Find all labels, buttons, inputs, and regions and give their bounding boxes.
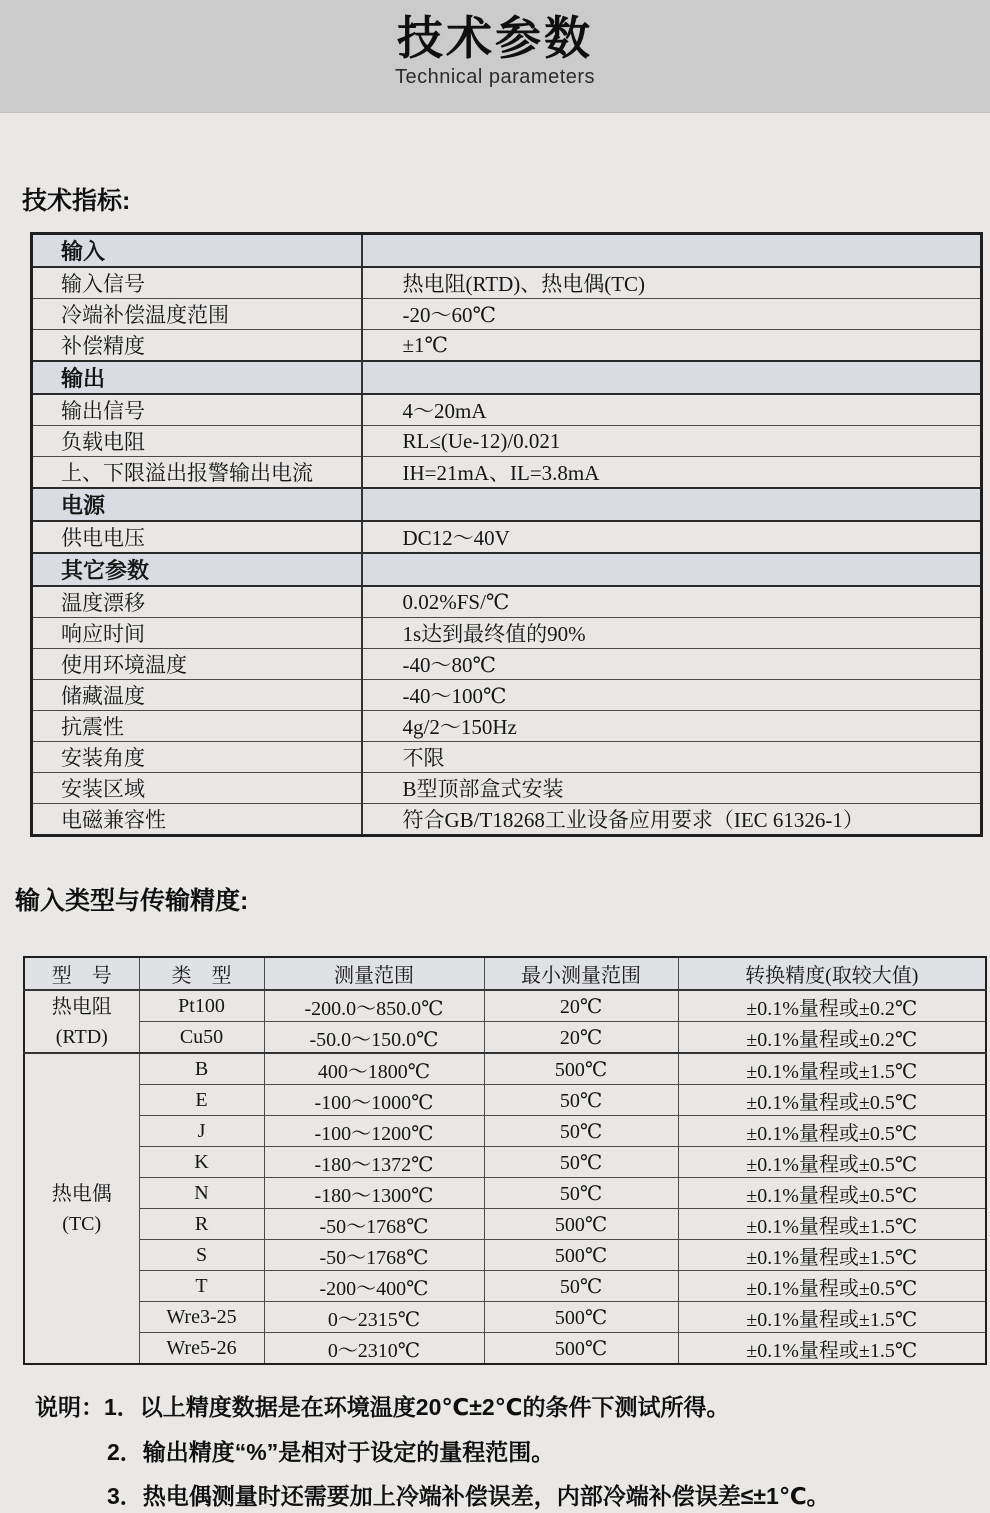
spec-row bbox=[32, 586, 982, 618]
spec-row bbox=[32, 773, 982, 804]
spec-row bbox=[32, 618, 982, 649]
accuracy-row bbox=[24, 1333, 986, 1365]
note-item-3 bbox=[35, 1481, 990, 1513]
model-cell-tc bbox=[24, 1053, 139, 1364]
spec-label: 输入信号 bbox=[32, 267, 362, 299]
col-header-model: 型 号 bbox=[24, 957, 139, 990]
model-tc-line1: 热电偶 bbox=[51, 1182, 112, 1205]
min-range-cell: 50℃ bbox=[484, 1271, 678, 1302]
accuracy-row bbox=[24, 990, 986, 1022]
accuracy-cell: ±0.1%量程或±1.5℃ bbox=[678, 1302, 986, 1333]
spec-row bbox=[32, 521, 982, 553]
spec-label: 电磁兼容性 bbox=[32, 804, 362, 836]
min-range-cell: 500℃ bbox=[484, 1240, 678, 1271]
accuracy-cell: ±0.1%量程或±1.5℃ bbox=[678, 1053, 986, 1085]
spec-label: 补偿精度 bbox=[32, 330, 362, 362]
min-range-cell: 50℃ bbox=[484, 1116, 678, 1147]
accuracy-row bbox=[24, 1178, 986, 1209]
accuracy-row bbox=[24, 1302, 986, 1333]
min-range-cell: 500℃ bbox=[484, 1333, 678, 1365]
spec-row bbox=[32, 742, 982, 773]
type-cell: T bbox=[139, 1271, 264, 1302]
spec-row bbox=[32, 299, 982, 330]
spec-label: 抗震性 bbox=[32, 711, 362, 742]
spec-value bbox=[362, 361, 982, 394]
spec-value: -40～80℃ bbox=[362, 649, 982, 680]
note-text: 2．输出精度“%”是相对于设定的量程范围。 bbox=[107, 1438, 555, 1465]
range-cell: -200～400℃ bbox=[264, 1271, 484, 1302]
accuracy-cell: ±0.1%量程或±0.2℃ bbox=[678, 1022, 986, 1054]
spec-section-row bbox=[32, 488, 982, 521]
accuracy-cell: ±0.1%量程或±1.5℃ bbox=[678, 1240, 986, 1271]
page-title: 技术参数 bbox=[397, 12, 593, 64]
spec-value: 1s达到最终值的90% bbox=[362, 618, 982, 649]
spec-row bbox=[32, 649, 982, 680]
range-cell: -180～1300℃ bbox=[264, 1178, 484, 1209]
accuracy-row bbox=[24, 1053, 986, 1085]
spec-value: 4g/2～150Hz bbox=[362, 711, 982, 742]
spec-value: 4～20mA bbox=[362, 394, 982, 426]
spec-label: 冷端补偿温度范围 bbox=[32, 299, 362, 330]
min-range-cell: 500℃ bbox=[484, 1053, 678, 1085]
accuracy-cell: ±0.1%量程或±0.5℃ bbox=[678, 1085, 986, 1116]
range-cell: -50.0～150.0℃ bbox=[264, 1022, 484, 1054]
range-cell: -100～1200℃ bbox=[264, 1116, 484, 1147]
spec-section-label: 电源 bbox=[32, 488, 362, 521]
spec-section-label: 输出 bbox=[32, 361, 362, 394]
spec-label: 供电电压 bbox=[32, 521, 362, 553]
type-cell: E bbox=[139, 1085, 264, 1116]
spec-section-label: 输入 bbox=[32, 234, 362, 268]
spec-value: 符合GB/T18268工业设备应用要求（IEC 61326-1） bbox=[362, 804, 982, 836]
spec-label: 温度漂移 bbox=[32, 586, 362, 618]
accuracy-row bbox=[24, 1116, 986, 1147]
min-range-cell: 500℃ bbox=[484, 1302, 678, 1333]
note-item-2 bbox=[35, 1437, 990, 1469]
accuracy-cell: ±0.1%量程或±1.5℃ bbox=[678, 1333, 986, 1365]
spec-value bbox=[362, 234, 982, 268]
min-range-cell: 20℃ bbox=[484, 1022, 678, 1054]
accuracy-cell: ±0.1%量程或±0.2℃ bbox=[678, 990, 986, 1022]
range-cell: -200.0～850.0℃ bbox=[264, 990, 484, 1022]
accuracy-cell: ±0.1%量程或±0.5℃ bbox=[678, 1271, 986, 1302]
col-header-range: 测量范围 bbox=[264, 957, 484, 990]
type-cell: K bbox=[139, 1147, 264, 1178]
range-cell: -180～1372℃ bbox=[264, 1147, 484, 1178]
accuracy-row bbox=[24, 1147, 986, 1178]
spec-section-row bbox=[32, 553, 982, 586]
spec-row bbox=[32, 711, 982, 742]
range-cell: 400～1800℃ bbox=[264, 1053, 484, 1085]
spec-row bbox=[32, 267, 982, 299]
accuracy-heading: 输入类型与传输精度: bbox=[15, 887, 249, 915]
spec-section-row bbox=[32, 234, 982, 268]
accuracy-row bbox=[24, 1240, 986, 1271]
type-cell: B bbox=[139, 1053, 264, 1085]
spec-value: 不限 bbox=[362, 742, 982, 773]
notes-section bbox=[35, 1392, 990, 1513]
page-subtitle: Technical parameters bbox=[394, 65, 596, 88]
spec-value: 0.02%FS/℃ bbox=[362, 586, 982, 618]
note-text: 3．热电偶测量时还需要加上冷端补偿误差，内部冷端补偿误差≤±1℃。 bbox=[107, 1483, 830, 1510]
type-cell: Wre5-26 bbox=[139, 1333, 264, 1365]
accuracy-header-row bbox=[24, 957, 986, 990]
spec-value bbox=[362, 553, 982, 586]
accuracy-cell: ±0.1%量程或±0.5℃ bbox=[678, 1178, 986, 1209]
spec-value: 热电阻(RTD)、热电偶(TC) bbox=[362, 267, 982, 299]
page-header bbox=[0, 0, 990, 113]
accuracy-cell: ±0.1%量程或±0.5℃ bbox=[678, 1116, 986, 1147]
type-cell: Pt100 bbox=[139, 990, 264, 1022]
min-range-cell: 50℃ bbox=[484, 1085, 678, 1116]
min-range-cell: 50℃ bbox=[484, 1178, 678, 1209]
note-text: 1．以上精度数据是在环境温度20℃±2℃的条件下测试所得。 bbox=[104, 1394, 730, 1420]
tech-specs-heading: 技术指标: bbox=[22, 187, 131, 215]
range-cell: -50～1768℃ bbox=[264, 1209, 484, 1240]
spec-row bbox=[32, 330, 982, 362]
min-range-cell: 500℃ bbox=[484, 1209, 678, 1240]
col-header-type: 类 型 bbox=[139, 957, 264, 990]
spec-label: 安装区域 bbox=[32, 773, 362, 804]
tech-specs-table bbox=[30, 232, 983, 837]
type-cell: R bbox=[139, 1209, 264, 1240]
spec-label: 输出信号 bbox=[32, 394, 362, 426]
spec-row bbox=[32, 457, 982, 489]
note-item-1 bbox=[35, 1392, 990, 1424]
notes-prefix: 说明： bbox=[35, 1394, 104, 1420]
spec-section-label: 其它参数 bbox=[32, 553, 362, 586]
accuracy-row bbox=[24, 1085, 986, 1116]
type-cell: J bbox=[139, 1116, 264, 1147]
type-cell: S bbox=[139, 1240, 264, 1271]
spec-row bbox=[32, 426, 982, 457]
spec-label: 安装角度 bbox=[32, 742, 362, 773]
spec-value bbox=[362, 488, 982, 521]
spec-row bbox=[32, 804, 982, 836]
spec-row bbox=[32, 394, 982, 426]
spec-label: 响应时间 bbox=[32, 618, 362, 649]
min-range-cell: 20℃ bbox=[484, 990, 678, 1022]
accuracy-row bbox=[24, 1271, 986, 1302]
accuracy-cell: ±0.1%量程或±1.5℃ bbox=[678, 1209, 986, 1240]
accuracy-table bbox=[23, 956, 987, 1365]
spec-value: DC12～40V bbox=[362, 521, 982, 553]
spec-value: -40～100℃ bbox=[362, 680, 982, 711]
range-cell: 0～2310℃ bbox=[264, 1333, 484, 1365]
spec-section-row bbox=[32, 361, 982, 394]
model-cell-rtd bbox=[24, 990, 139, 1053]
accuracy-row bbox=[24, 1022, 986, 1054]
range-cell: -100～1000℃ bbox=[264, 1085, 484, 1116]
range-cell: 0～2315℃ bbox=[264, 1302, 484, 1333]
type-cell: N bbox=[139, 1178, 264, 1209]
accuracy-row bbox=[24, 1209, 986, 1240]
type-cell: Cu50 bbox=[139, 1022, 264, 1054]
col-header-accuracy: 转换精度(取较大值) bbox=[678, 957, 986, 990]
spec-value: -20～60℃ bbox=[362, 299, 982, 330]
model-rtd-line1: 热电阻 bbox=[51, 995, 112, 1018]
spec-label: 上、下限溢出报警输出电流 bbox=[32, 457, 362, 489]
spec-value: IH=21mA、IL=3.8mA bbox=[362, 457, 982, 489]
range-cell: -50～1768℃ bbox=[264, 1240, 484, 1271]
type-cell: Wre3-25 bbox=[139, 1302, 264, 1333]
col-header-min-range: 最小测量范围 bbox=[484, 957, 678, 990]
accuracy-cell: ±0.1%量程或±0.5℃ bbox=[678, 1147, 986, 1178]
model-tc-line2: (TC) bbox=[62, 1212, 102, 1235]
spec-label: 负载电阻 bbox=[32, 426, 362, 457]
spec-label: 储藏温度 bbox=[32, 680, 362, 711]
spec-value: ±1℃ bbox=[362, 330, 982, 362]
spec-label: 使用环境温度 bbox=[32, 649, 362, 680]
spec-value: RL≤(Ue-12)/0.021 bbox=[362, 426, 982, 457]
model-rtd-line2: (RTD) bbox=[55, 1025, 108, 1048]
min-range-cell: 50℃ bbox=[484, 1147, 678, 1178]
spec-row bbox=[32, 680, 982, 711]
spec-value: B型顶部盒式安装 bbox=[362, 773, 982, 804]
